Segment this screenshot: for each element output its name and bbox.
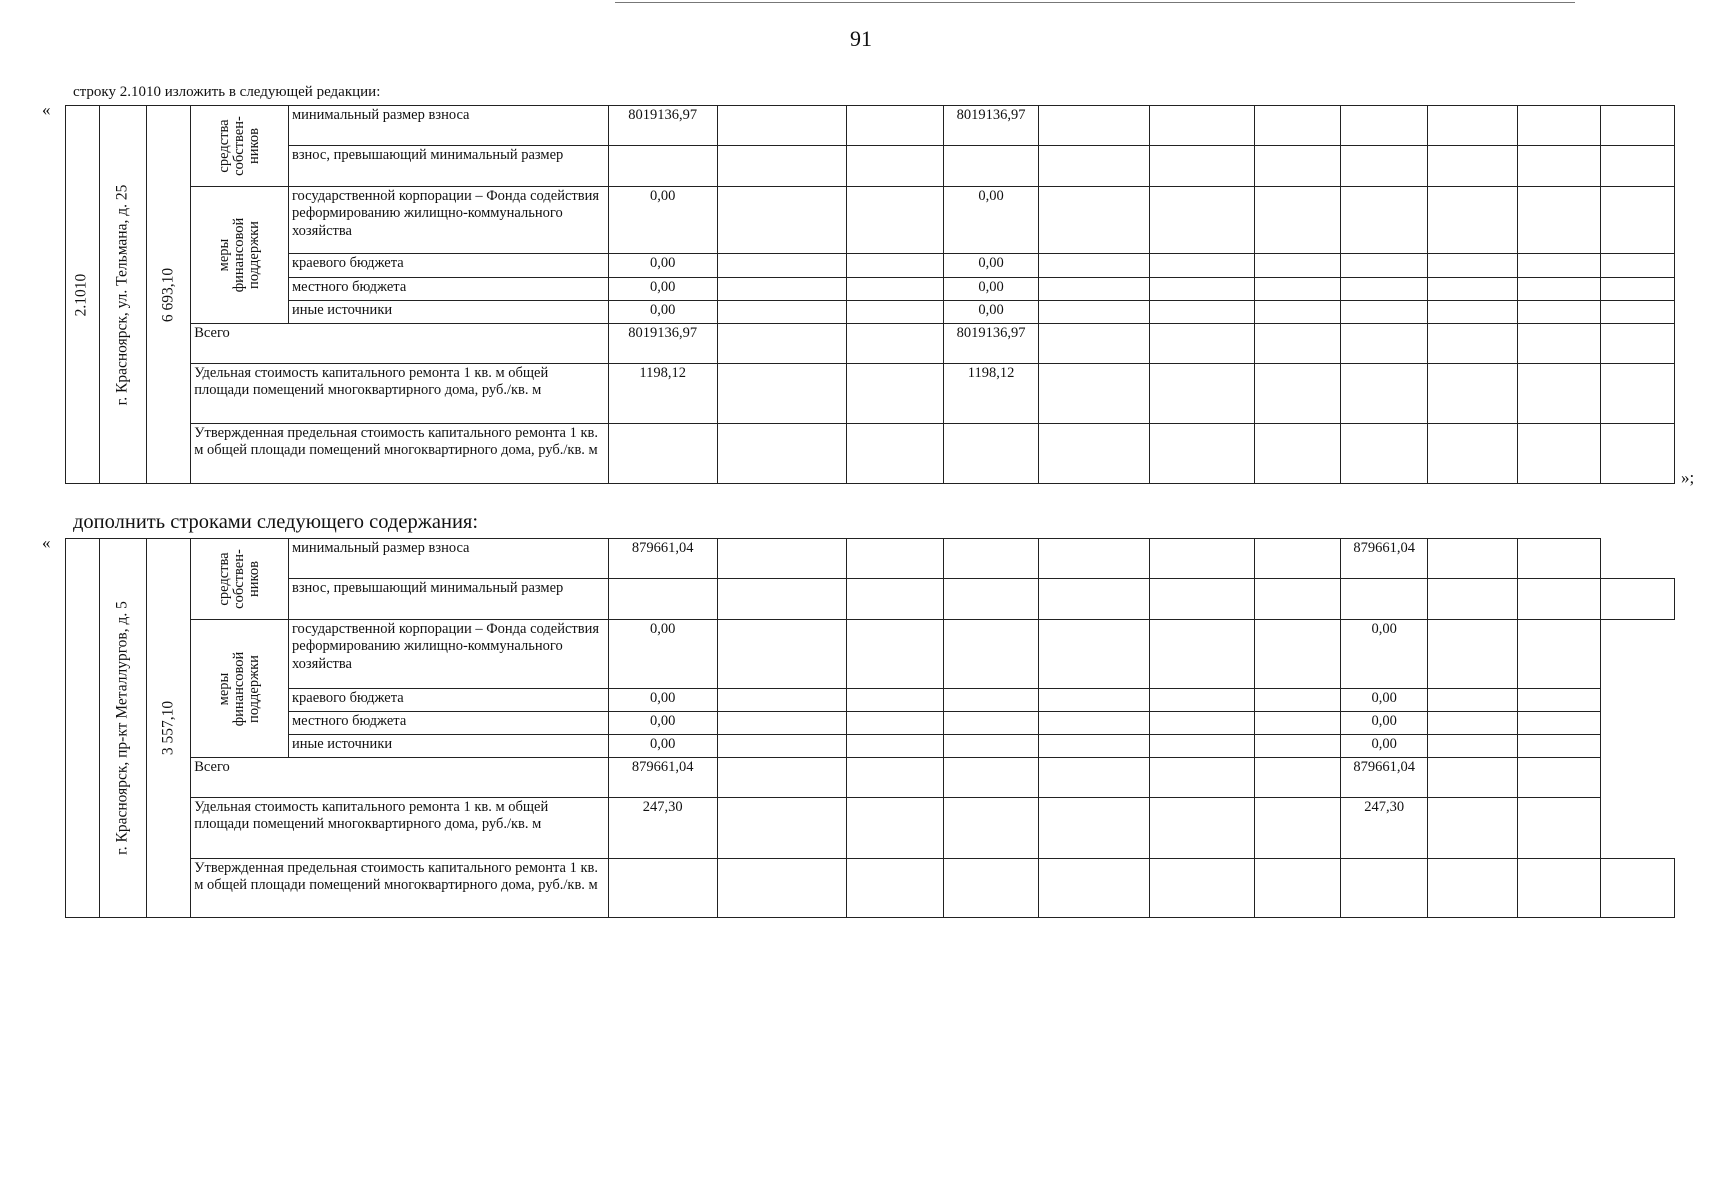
label-fee-above-min: взнос, превышающий минимальный размер [288, 146, 608, 187]
total-area: 6 693,10 [147, 106, 191, 484]
label-local-budget-2: местного бюджета [288, 712, 608, 735]
label-total: Всего [191, 324, 608, 364]
instruction-replace-row: строку 2.1010 изложить в следующей редакции: [73, 84, 381, 100]
open-quote: « [42, 100, 51, 119]
label-min-fee-2: минимальный размер взноса [288, 539, 608, 579]
address: г. Красноярск, ул. Тельмана, д. 25 [99, 106, 147, 484]
instruction-add-rows: дополнить строками следующего содержания: [73, 511, 479, 533]
address-2: г. Красноярск, пр-кт Металлургов, д. 5 [99, 539, 147, 918]
total-area-2: 3 557,10 [147, 539, 191, 918]
group-owner-funds: средства собствен- ников [191, 106, 289, 187]
label-fee-above-min-2: взнос, превышающий минимальный размер [288, 579, 608, 620]
value-min-fee-total: 8019136,97 [608, 106, 717, 146]
group-financial-support: меры финансовой поддержки [191, 187, 289, 324]
value-state-corp-col4: 0,00 [943, 187, 1039, 254]
page-number: 91 [850, 26, 872, 51]
label-total-2: Всего [191, 758, 608, 798]
label-regional-budget-2: краевого бюджета [288, 689, 608, 712]
label-other-sources: иные источники [288, 301, 608, 324]
label-local-budget: местного бюджета [288, 278, 608, 301]
value-local-total: 0,00 [608, 278, 717, 301]
value-regional-total-2: 0,00 [608, 689, 717, 712]
value-state-corp-total: 0,00 [608, 187, 717, 254]
top-rule [615, 2, 1575, 3]
value-min-fee-col4: 8019136,97 [943, 106, 1039, 146]
value-local-col9: 0,00 [1340, 712, 1428, 735]
group-owner-funds-2: средства собствен- ников [191, 539, 289, 620]
open-quote-2: « [42, 533, 51, 552]
label-regional-budget: краевого бюджета [288, 254, 608, 278]
value-unit-cost: 1198,12 [608, 364, 717, 424]
group-financial-support-2: меры финансовой поддержки [191, 620, 289, 758]
value-total: 8019136,97 [608, 324, 717, 364]
label-state-corp-2: государственной корпорации – Фонда содействия реформированию жилищно-коммунального хозяйства [288, 620, 608, 689]
value-regional-total: 0,00 [608, 254, 717, 278]
value-local-col4: 0,00 [943, 278, 1039, 301]
value-state-corp-total-2: 0,00 [608, 620, 717, 689]
value-unit-cost-2: 247,30 [608, 798, 717, 859]
table-new-rows [65, 538, 1675, 918]
close-quote: »; [1681, 468, 1695, 487]
table-row-2-1010 [65, 105, 1675, 484]
value-other-total-2: 0,00 [608, 735, 717, 758]
label-unit-cost: Удельная стоимость капитального ремонта 1 кв. м общей площади помещений многоквартирного дома, руб./кв. м [191, 364, 608, 424]
label-state-corp: государственной корпорации – Фонда содействия реформированию жилищно-коммунального хозяйства [288, 187, 608, 254]
value-local-total-2: 0,00 [608, 712, 717, 735]
value-total-col4: 8019136,97 [943, 324, 1039, 364]
label-limit-cost-2: Утвержденная предельная стоимость капитального ремонта 1 кв. м общей площади помещений многоквартирного дома, руб./кв. м [191, 859, 608, 918]
value-other-col9: 0,00 [1340, 735, 1428, 758]
row-number: 2.1010 [66, 106, 100, 484]
row-number-empty [66, 539, 100, 918]
value-regional-col4: 0,00 [943, 254, 1039, 278]
value-unit-cost-col9: 247,30 [1340, 798, 1428, 859]
value-other-total: 0,00 [608, 301, 717, 324]
label-unit-cost-2: Удельная стоимость капитального ремонта 1 кв. м общей площади помещений многоквартирного дома, руб./кв. м [191, 798, 608, 859]
label-min-fee: минимальный размер взноса [288, 106, 608, 146]
value-unit-cost-col4: 1198,12 [943, 364, 1039, 424]
value-regional-col9: 0,00 [1340, 689, 1428, 712]
value-other-col4: 0,00 [943, 301, 1039, 324]
value-total-col9: 879661,04 [1340, 758, 1428, 798]
value-total-2: 879661,04 [608, 758, 717, 798]
value-min-fee-total-2: 879661,04 [608, 539, 717, 579]
value-state-corp-col9: 0,00 [1340, 620, 1428, 689]
label-limit-cost: Утвержденная предельная стоимость капитального ремонта 1 кв. м общей площади помещений многоквартирного дома, руб./кв. м [191, 424, 608, 484]
label-other-sources-2: иные источники [288, 735, 608, 758]
value-min-fee-col9: 879661,04 [1340, 539, 1428, 579]
